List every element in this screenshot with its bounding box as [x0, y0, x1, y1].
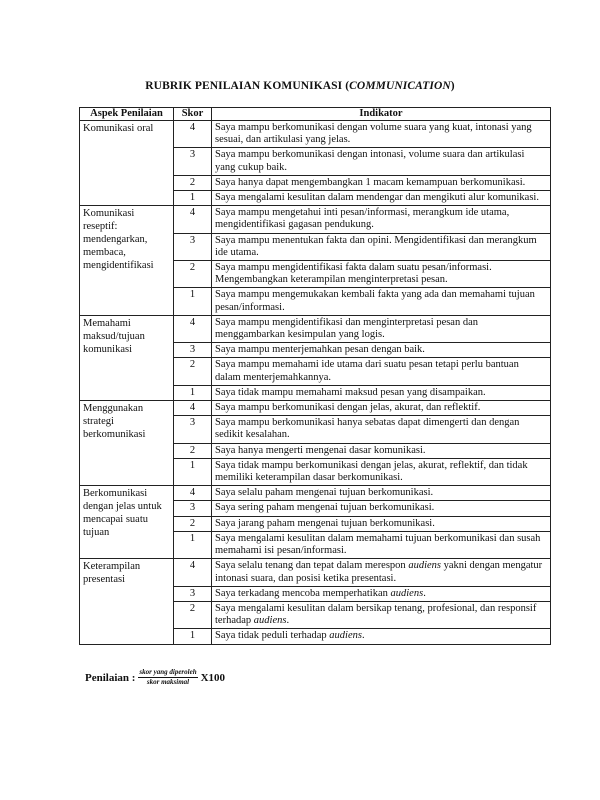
header-score: Skor	[174, 108, 212, 121]
formula-denominator: skor maksimal	[146, 678, 190, 686]
indicator-cell: Saya selalu tenang dan tepat dalam merespon audiens yakni dengan mengatur intonasi suara, dan posisi ketika presentasi.	[212, 559, 551, 586]
score-cell: 2	[174, 443, 212, 458]
score-cell: 4	[174, 315, 212, 342]
aspect-cell: Berkomunikasi dengan jelas untuk mencapai suatu tujuan	[80, 486, 174, 559]
indicator-cell: Saya mampu berkomunikasi hanya sebatas dapat dimengerti dan dengan sedikit kesalahan.	[212, 416, 551, 443]
formula-label: Penilaian :	[85, 671, 136, 684]
rubric-table	[79, 107, 551, 645]
indicator-cell: Saya jarang paham mengenai tujuan berkomunikasi.	[212, 516, 551, 531]
formula-fraction	[138, 668, 197, 687]
table-row	[80, 315, 551, 342]
score-cell: 3	[174, 233, 212, 260]
indicator-cell: Saya mampu menterjemahkan pesan dengan baik.	[212, 343, 551, 358]
title-close: )	[450, 80, 455, 92]
indicator-cell: Saya mampu mengidentifikasi dan menginterpretasi pesan dan menggambarkan kesimpulan yang logis.	[212, 315, 551, 342]
aspect-cell: Menggunakan strategi berkomunikasi	[80, 401, 174, 486]
score-cell: 3	[174, 343, 212, 358]
indicator-cell: Saya mengalami kesulitan dalam bersikap tenang, profesional, dan responsif terhadap audiens.	[212, 601, 551, 628]
score-cell: 1	[174, 385, 212, 400]
score-cell: 1	[174, 458, 212, 485]
indicator-cell: Saya mampu berkomunikasi dengan intonasi, volume suara dan artikulasi yang cukup baik.	[212, 148, 551, 175]
document-title	[0, 80, 600, 92]
indicator-cell: Saya tidak mampu berkomunikasi dengan jelas, akurat, reflektif, dan tidak memiliki keterampilan dasar berkomunikasi.	[212, 458, 551, 485]
table-row	[80, 121, 551, 148]
header-aspect: Aspek Penilaian	[80, 108, 174, 121]
indicator-cell: Saya mampu mengemukakan kembali fakta yang ada dan memahami tujuan pesan/informasi.	[212, 288, 551, 315]
aspect-cell: Memahami maksud/tujuan komunikasi	[80, 315, 174, 400]
score-cell: 4	[174, 559, 212, 586]
formula-numerator: skor yang diperoleh	[139, 668, 197, 676]
indicator-cell: Saya terkadang mencoba memperhatikan audiens.	[212, 586, 551, 601]
table-row	[80, 206, 551, 233]
score-cell: 3	[174, 586, 212, 601]
indicator-cell: Saya mampu berkomunikasi dengan volume suara yang kuat, intonasi yang sesuai, dan artikulasi yang jelas.	[212, 121, 551, 148]
score-cell: 2	[174, 358, 212, 385]
indicator-cell: Saya mampu mengetahui inti pesan/informasi, merangkum ide utama, mengidentifikasi gagasan pendukung.	[212, 206, 551, 233]
score-cell: 4	[174, 401, 212, 416]
score-cell: 4	[174, 206, 212, 233]
indicator-cell: Saya mampu mengidentifikasi fakta dalam suatu pesan/informasi. Mengembangkan keterampilan menginterpretasi pesan.	[212, 261, 551, 288]
score-cell: 1	[174, 629, 212, 644]
formula-multiplier: X100	[200, 671, 226, 684]
indicator-cell: Saya sering paham mengenai tujuan berkomunikasi.	[212, 501, 551, 516]
indicator-cell: Saya mengalami kesulitan dalam memahami tujuan berkomunikasi dan susah memahami isi pesan/informasi.	[212, 531, 551, 558]
table-row	[80, 486, 551, 501]
score-cell: 2	[174, 175, 212, 190]
score-cell: 1	[174, 531, 212, 558]
score-cell: 1	[174, 288, 212, 315]
scoring-formula	[85, 668, 225, 687]
title-emphasis: COMMUNICATION	[349, 80, 451, 92]
score-cell: 3	[174, 416, 212, 443]
header-indicator: Indikator	[212, 108, 551, 121]
score-cell: 2	[174, 261, 212, 288]
score-cell: 4	[174, 121, 212, 148]
aspect-cell: Komunikasi oral	[80, 121, 174, 206]
table-row	[80, 559, 551, 586]
rubric-body	[80, 121, 551, 645]
aspect-cell: Komunikasi reseptif: mendengarkan, membaca, mengidentifikasi	[80, 206, 174, 316]
aspect-cell: Keterampilan presentasi	[80, 559, 174, 644]
indicator-cell: Saya mampu menentukan fakta dan opini. Mengidentifikasi dan merangkum ide utama.	[212, 233, 551, 260]
indicator-cell: Saya tidak peduli terhadap audiens.	[212, 629, 551, 644]
score-cell: 3	[174, 148, 212, 175]
score-cell: 3	[174, 501, 212, 516]
score-cell: 2	[174, 516, 212, 531]
score-cell: 2	[174, 601, 212, 628]
table-header-row	[80, 108, 551, 121]
score-cell: 4	[174, 486, 212, 501]
indicator-cell: Saya mampu memahami ide utama dari suatu pesan tetapi perlu bantuan dalam menterjemahkannya.	[212, 358, 551, 385]
indicator-cell: Saya hanya dapat mengembangkan 1 macam kemampuan berkomunikasi.	[212, 175, 551, 190]
indicator-cell: Saya mampu berkomunikasi dengan jelas, akurat, dan reflektif.	[212, 401, 551, 416]
table-row	[80, 401, 551, 416]
indicator-cell: Saya selalu paham mengenai tujuan berkomunikasi.	[212, 486, 551, 501]
indicator-cell: Saya tidak mampu memahami maksud pesan yang disampaikan.	[212, 385, 551, 400]
indicator-cell: Saya mengalami kesulitan dalam mendengar dan mengikuti alur komunikasi.	[212, 191, 551, 206]
score-cell: 1	[174, 191, 212, 206]
title-text: RUBRIK PENILAIAN KOMUNIKASI (	[145, 80, 350, 92]
indicator-cell: Saya hanya mengerti mengenai dasar komunikasi.	[212, 443, 551, 458]
